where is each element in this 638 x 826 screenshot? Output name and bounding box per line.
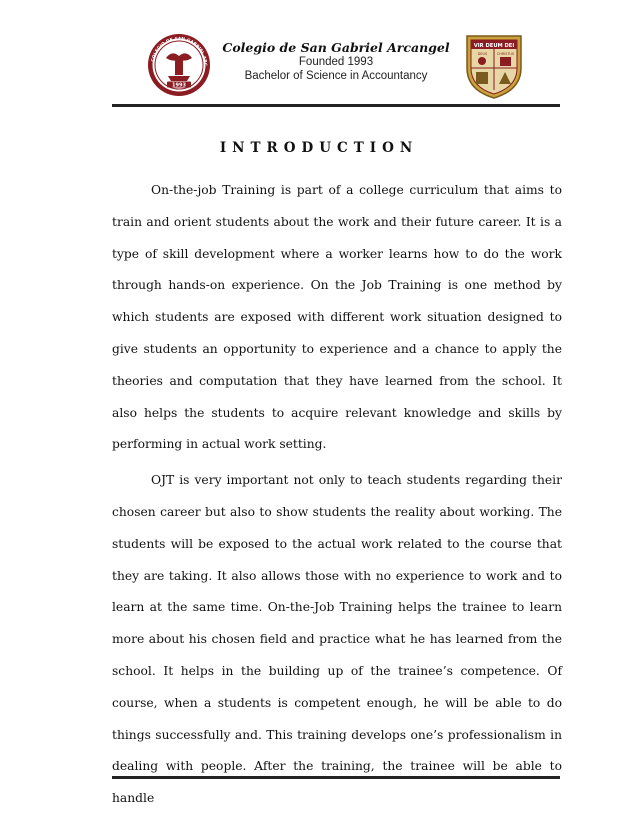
header-divider: [112, 104, 560, 107]
department-shield-logo: [463, 32, 525, 100]
seal-left-text: COLEGIO DE SAN GABRIEL ARC: [151, 36, 208, 67]
page-title: INTRODUCTION: [219, 140, 419, 156]
program-name: Bachelor of Science in Accountancy: [244, 70, 428, 82]
paragraph-1: On-the-job Training is part of a college curriculum that aims to train and orient students about the work and their future career. It is a type of skill development where a worker learns how to do the work through hands-on experience. On the Job Training is one method by which students are exposed with different work situation designed to give students an opportunity to experience and a chance to apply the theories and computation that they have learned from the school. It also helps the students to acquire relevant knowledge and skills by performing in actual work setting.: [112, 183, 562, 452]
founded-year: Founded 1993: [298, 56, 374, 68]
seal-right-word-1: DEUS: [477, 52, 488, 56]
header-text-block: [210, 40, 462, 83]
school-name: Colegio de San Gabriel Arcangel: [222, 40, 450, 55]
seal-right-motto: VIR DEUM DEI: [473, 43, 515, 49]
seal-left-year: 1993: [172, 82, 186, 89]
footer-divider: [112, 776, 560, 779]
document-header: [0, 0, 638, 110]
college-seal-logo: [146, 32, 212, 98]
paragraph-2: OJT is very important not only to teach students regarding their chosen career but also to show students the reality about working. The students will be exposed to the actual work related to the course that they are taking. It also allows those with no experience to work and to learn at the same time. On-the-Job Training helps the trainee to learn more about his chosen field and practice what he has learned from the school. It helps in the building up of the trainee’s competence. Of course, when a students is competent enough, he will be able to do things successfully and. This training develops one’s professionalism in dealing with people. After the training, the trainee will be able to handle: [112, 473, 562, 806]
document-body: [112, 175, 562, 815]
seal-right-word-2: CHRISTUS: [496, 52, 515, 56]
